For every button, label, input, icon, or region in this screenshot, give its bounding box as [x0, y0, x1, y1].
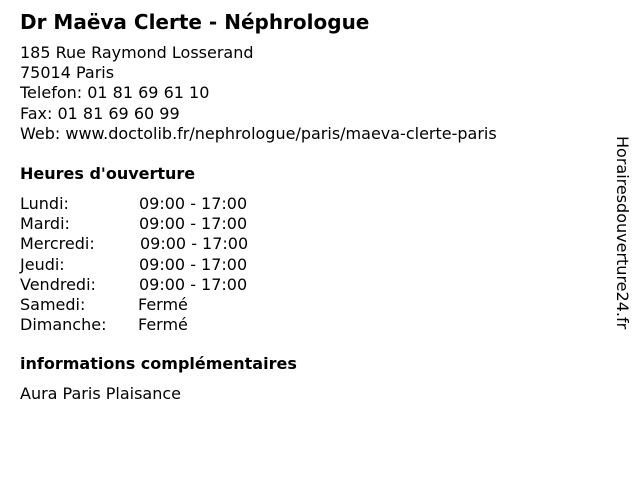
site-watermark: Horairesdouverture24.fr: [613, 136, 632, 330]
fax-number: Fax: 01 81 69 60 99: [20, 103, 180, 123]
day-label: Mardi:: [20, 214, 70, 234]
day-hours: 09:00 - 17:00: [139, 214, 248, 234]
day-label: Vendredi:: [20, 274, 96, 294]
additional-info-heading: informations complémentaires: [20, 354, 297, 373]
opening-hours-heading: Heures d'ouverture: [20, 164, 196, 183]
additional-info-text: Aura Paris Plaisance: [20, 384, 181, 403]
city-postal-code: 75014 Paris: [20, 63, 115, 83]
day-hours: Fermé: [138, 315, 188, 335]
day-hours: 09:00 - 17:00: [139, 194, 248, 213]
page-title: Dr Maëva Clerte - Néphrologue: [20, 10, 370, 34]
address-block: [20, 43, 497, 144]
day-hours: Fermé: [138, 294, 188, 314]
street-address: 185 Rue Raymond Losserand: [20, 43, 254, 62]
phone-number: Telefon: 01 81 69 61 10: [20, 83, 210, 103]
day-hours: 09:00 - 17:00: [139, 274, 248, 294]
day-label: Samedi:: [20, 294, 86, 314]
day-label: Dimanche:: [20, 315, 107, 335]
day-label: Mercredi:: [20, 234, 95, 254]
day-hours: 09:00 - 17:00: [139, 254, 248, 274]
day-label: Lundi:: [20, 194, 69, 213]
website-url: Web: www.doctolib.fr/nephrologue/paris/maeva-clerte-paris: [20, 123, 497, 143]
day-hours: 09:00 - 17:00: [140, 234, 249, 254]
day-label: Jeudi:: [20, 254, 65, 274]
